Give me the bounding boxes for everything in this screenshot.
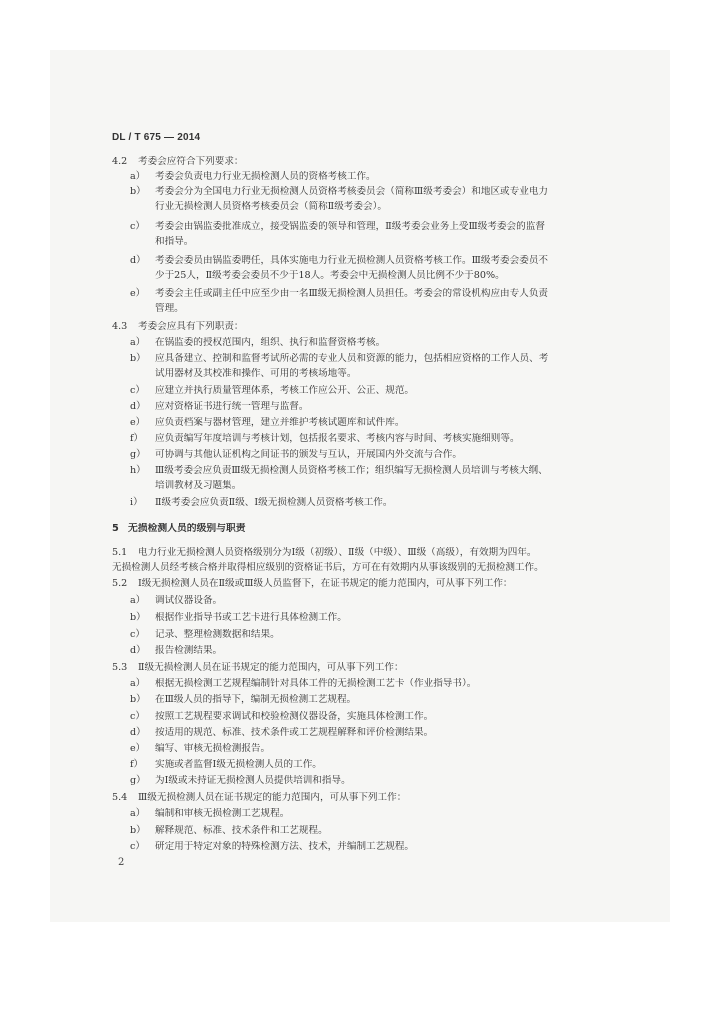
item-text: 考委会负责电力行业无损检测人员的资格考核工作。	[155, 171, 376, 182]
item-text: 考委会主任或副主任中应至少由一名Ⅲ级无损检测人员担任。考委会的常设机构应由专人负责	[155, 288, 549, 299]
clause-title: Ⅰ级无损检测人员在Ⅱ级或Ⅲ级人员监督下，在证书规定的能力范围内，可从事下列工作：	[138, 578, 513, 589]
item-label: c）	[130, 711, 145, 722]
item-label: f）	[130, 433, 144, 444]
item-text: 报告检测结果。	[155, 645, 223, 656]
clause-number: 5.2	[112, 578, 128, 589]
item-text: 调试仪器设备。	[155, 595, 223, 606]
item-text: 按照工艺规程要求调试和校验检测仪器设备，实施具体检测工作。	[155, 711, 434, 722]
item-label: i）	[130, 497, 143, 508]
item-label: g）	[130, 775, 146, 786]
item-label: c）	[130, 629, 145, 640]
item-text: 应具备建立、控制和监督考试所必需的专业人员和资源的能力，包括相应资格的工作人员、考	[155, 353, 549, 364]
section-number: 5	[112, 523, 119, 534]
item-label: h）	[130, 465, 146, 476]
item-text: 实施或者监督Ⅰ级无损检测人员的工作。	[155, 759, 322, 770]
item-label: e）	[130, 743, 146, 754]
item-label: a）	[130, 808, 146, 819]
item-label: d）	[130, 645, 146, 656]
item-text: 在Ⅲ级人员的指导下，编制无损检测工艺规程。	[155, 694, 357, 705]
item-text: 编写、审核无损检测报告。	[155, 743, 271, 754]
item-label: c）	[130, 385, 145, 396]
item-text: 考委会由锅监委批准成立，接受锅监委的领导和管理，Ⅱ级考委会业务上受Ⅲ级考委会的监督	[155, 221, 545, 232]
item-label: c）	[130, 841, 145, 852]
item-text: 为Ⅰ级或未持证无损检测人员提供培训和指导。	[155, 775, 351, 786]
clause-number: 5.3	[112, 662, 128, 673]
item-label: b）	[130, 353, 146, 364]
item-label: d）	[130, 255, 146, 266]
item-text: 在锅监委的授权范围内，组织、执行和监督资格考核。	[155, 337, 386, 348]
item-label: a）	[130, 171, 146, 182]
item-text: 管理。	[155, 303, 184, 314]
item-label: b）	[130, 612, 146, 623]
item-text: 应对资格证书进行统一管理与监督。	[155, 401, 309, 412]
item-label: d）	[130, 401, 146, 412]
item-text: 考委会委员由锅监委聘任，具体实施电力行业无损检测人员资格考核工作。Ⅲ级考委会委员不	[155, 255, 549, 266]
item-text: 可协调与其他认证机构之间证书的颁发与互认，开展国内外交流与合作。	[155, 449, 462, 460]
item-text: 试用器材及其校准和操作、可用的考核场地等。	[155, 368, 357, 379]
item-label: b）	[130, 186, 146, 197]
item-label: a）	[130, 337, 146, 348]
clause-text: 电力行业无损检测人员资格级别分为Ⅰ级（初级）、Ⅱ级（中级）、Ⅲ级（高级），有效期为四年。	[138, 547, 537, 558]
clause-title: 考委会应具有下列职责：	[138, 321, 244, 332]
item-text: 应负责编写年度培训与考核计划，包括报名要求、考核内容与时间、考核实施细则等。	[155, 433, 520, 444]
clause-title: Ⅱ级无损检测人员在证书规定的能力范围内，可从事下列工作：	[138, 662, 404, 673]
page-number: 2	[118, 857, 125, 868]
item-text: 按适用的规范、标准、技术条件或工艺规程解释和评价检测结果。	[155, 727, 434, 738]
item-label: b）	[130, 825, 146, 836]
item-label: g）	[130, 449, 146, 460]
item-label: a）	[130, 678, 146, 689]
document-header: DL / T 675 — 2014	[112, 132, 201, 143]
item-label: e）	[130, 288, 146, 299]
clause-number: 5.4	[112, 792, 128, 803]
item-text: 研定用于特定对象的特殊检测方法、技术，并编制工艺规程。	[155, 841, 415, 852]
item-text: 行业无损检测人员资格考核委员会（简称Ⅱ级考委会）。	[155, 201, 387, 212]
item-text: 少于25人，Ⅱ级考委会委员不少于18人。考委会中无损检测人员比例不少于80%。	[155, 270, 505, 281]
item-label: a）	[130, 595, 146, 606]
clause-number: 5.1	[112, 547, 128, 558]
item-text: 编制和审核无损检测工艺规程。	[155, 808, 290, 819]
clause-number: 4.3	[112, 321, 128, 332]
item-text: 根据作业指导书或工艺卡进行具体检测工作。	[155, 612, 347, 623]
item-text: 解释规范、标准、技术条件和工艺规程。	[155, 825, 328, 836]
clause-number: 4.2	[112, 156, 128, 167]
clause-title: 考委会应符合下列要求：	[138, 156, 244, 167]
item-label: f）	[130, 759, 144, 770]
item-text: Ⅲ级考委会应负责Ⅲ级无损检测人员资格考核工作；组织编写无损检测人员培训与考核大纲、	[155, 465, 548, 476]
clause-text: 无损检测人员经考核合格并取得相应级别的资格证书后，方可在有效期内从事该级别的无损检测工作。	[112, 562, 544, 573]
item-text: 和指导。	[155, 236, 194, 247]
item-label: b）	[130, 694, 146, 705]
item-text: 应建立并执行质量管理体系，考核工作应公开、公正、规范。	[155, 385, 415, 396]
item-label: c）	[130, 221, 145, 232]
item-text: 根据无损检测工艺规程编制针对具体工件的无损检测工艺卡（作业指导书）。	[155, 678, 477, 689]
item-text: 应负责档案与器材管理，建立并维护考核试题库和试件库。	[155, 417, 405, 428]
item-text: 考委会分为全国电力行业无损检测人员资格考核委员会（简称Ⅲ级考委会）和地区或专业电力	[155, 186, 549, 197]
item-text: 培训教材及习题集。	[155, 480, 242, 491]
section-title: 无损检测人员的级别与职责	[128, 523, 246, 534]
item-label: d）	[130, 727, 146, 738]
item-text: 记录、整理检测数据和结果。	[155, 629, 280, 640]
item-label: e）	[130, 417, 146, 428]
item-text: Ⅱ级考委会应负责Ⅱ级、Ⅰ级无损检测人员资格考核工作。	[155, 497, 393, 508]
clause-title: Ⅲ级无损检测人员在证书规定的能力范围内，可从事下列工作：	[138, 792, 407, 803]
